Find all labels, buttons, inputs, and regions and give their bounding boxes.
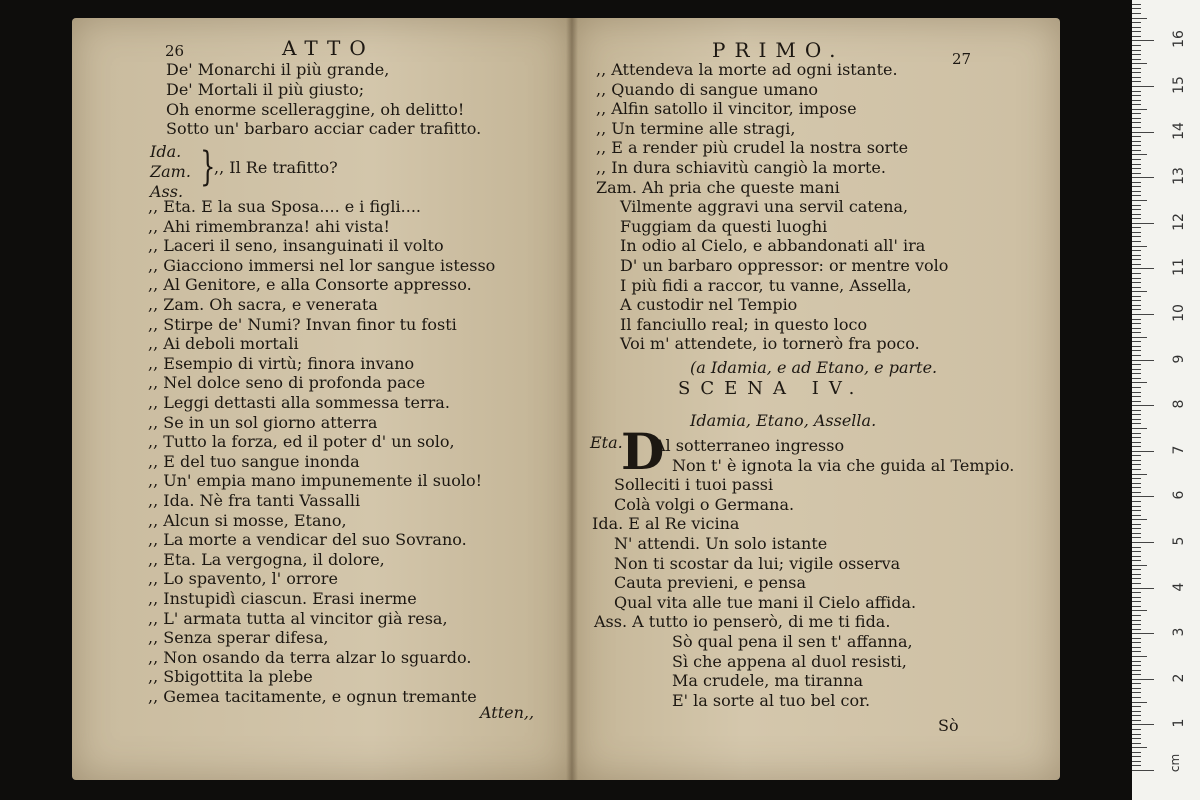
ruler-tick <box>1132 560 1141 561</box>
ruler-tick <box>1132 574 1141 575</box>
text-line: ,, Non osando da terra alzar lo sguardo. <box>148 647 472 667</box>
ruler-label: 13 <box>1171 167 1187 186</box>
text-line: Zam. Ah pria che queste mani <box>596 177 840 197</box>
ruler-tick <box>1132 446 1141 447</box>
ruler-label: 4 <box>1171 582 1187 592</box>
ruler-tick <box>1132 68 1141 69</box>
ruler-tick <box>1132 54 1141 55</box>
ruler-tick <box>1132 638 1141 639</box>
text-line: ,, Attendeva la morte ad ogni istante. <box>596 60 898 79</box>
text-line: N' attendi. Un solo istante <box>614 534 828 553</box>
ruler-tick <box>1132 752 1141 753</box>
ruler-tick <box>1132 136 1141 137</box>
ruler-tick <box>1132 72 1141 73</box>
ruler-tick <box>1132 633 1154 634</box>
text-line: ,, Eta. La vergogna, il dolore, <box>148 549 385 569</box>
ruler-tick <box>1132 483 1141 484</box>
ruler-tick <box>1132 501 1141 502</box>
ruler-tick <box>1132 154 1147 155</box>
ruler-tick <box>1132 291 1147 292</box>
text-line: Sò qual pena il sen t' affanna, <box>672 632 913 651</box>
ruler-tick <box>1132 328 1141 329</box>
ruler-tick <box>1132 496 1154 497</box>
ruler-tick <box>1132 355 1141 356</box>
text-line: Sì che appena al duol resisti, <box>672 651 907 671</box>
ruler-tick <box>1132 27 1141 28</box>
text-line: Fuggiam da questi luoghi <box>620 216 828 236</box>
ruler-tick <box>1132 615 1141 616</box>
brace-glyph: } <box>200 144 216 190</box>
ruler-tick <box>1132 469 1141 470</box>
ruler-tick <box>1132 734 1141 735</box>
right-page-header: PRIMO. <box>712 38 845 62</box>
text-line: ,, Alfin satollo il vincitor, impose <box>596 99 857 119</box>
text-line: ,, Tutto la forza, ed il poter d' un solo, <box>148 432 455 452</box>
text-line: Il fanciullo real; in questo loco <box>620 314 868 334</box>
text-line: ,, E a render più crudel la nostra sorte <box>596 138 909 158</box>
ruler-tick <box>1132 305 1141 306</box>
text-line: ,, Ida. Nè fra tanti Vassalli <box>148 491 361 510</box>
ruler-tick <box>1132 747 1147 748</box>
ruler-tick <box>1132 396 1141 397</box>
ruler-label: 3 <box>1171 627 1187 637</box>
ruler-tick <box>1132 209 1141 210</box>
text-line: D' un barbaro oppressor: or mentre volo <box>620 256 949 275</box>
text-line: De' Monarchi il più grande, <box>166 60 390 79</box>
ruler-tick <box>1132 369 1141 370</box>
ruler-tick <box>1132 278 1141 279</box>
book-gutter <box>566 18 578 780</box>
text-line: E' la sorte al tuo bel cor. <box>672 690 871 710</box>
text-line: ,, Sbigottita la plebe <box>148 667 313 687</box>
ruler-tick <box>1132 720 1141 721</box>
ruler-tick <box>1132 282 1141 283</box>
ruler-tick <box>1132 711 1141 712</box>
scene-title: SCENA IV. <box>678 378 865 399</box>
ruler-tick <box>1132 679 1154 680</box>
ruler-tick <box>1132 519 1147 520</box>
text-line: Ass. A tutto io penserò, di me ti fida. <box>594 612 891 632</box>
ruler-tick <box>1132 428 1147 429</box>
ruler-tick <box>1132 606 1141 607</box>
text-line: ,, In dura schiavitù cangiò la morte. <box>596 158 886 177</box>
ruler-tick <box>1132 765 1141 766</box>
ruler-tick <box>1132 332 1141 333</box>
ruler-tick <box>1132 205 1141 206</box>
ruler-tick <box>1132 364 1141 365</box>
ruler-tick <box>1132 186 1141 187</box>
right-page-number: 27 <box>952 50 972 68</box>
ruler-tick <box>1132 214 1141 215</box>
speaker-label: Zam. <box>150 162 191 181</box>
ruler-tick <box>1132 4 1141 5</box>
text-line: ,, E del tuo sangue inonda <box>148 451 360 471</box>
ruler-tick <box>1132 300 1141 301</box>
text-line: Cauta previeni, e pensa <box>614 573 807 593</box>
ruler-tick <box>1132 624 1141 625</box>
ruler-tick <box>1132 18 1147 19</box>
ruler-tick <box>1132 738 1141 739</box>
ruler-tick <box>1132 661 1141 662</box>
ruler-tick <box>1132 22 1141 23</box>
text-line: ,, L' armata tutta al vincitor già resa, <box>148 608 448 628</box>
ruler-tick <box>1132 150 1141 151</box>
ruler-tick <box>1132 565 1147 566</box>
ruler-tick <box>1132 81 1141 82</box>
text-line: ,, Esempio di virtù; finora invano <box>148 353 415 373</box>
ruler-unit: cm <box>1168 753 1183 773</box>
ruler-tick <box>1132 373 1141 374</box>
text-line: ,, Se in un sol giorno atterra <box>148 412 378 432</box>
text-line: Ma crudele, ma tiranna <box>672 671 864 691</box>
drop-capital: D <box>621 422 665 481</box>
text-line: ,, La morte a vendicar del suo Sovrano. <box>148 530 467 550</box>
ruler-tick <box>1132 382 1147 383</box>
ruler-tick <box>1132 104 1141 105</box>
ruler-tick <box>1132 578 1141 579</box>
ruler-tick <box>1132 492 1141 493</box>
ruler-tick <box>1132 159 1141 160</box>
ruler-tick <box>1132 556 1141 557</box>
ruler-tick <box>1132 474 1147 475</box>
ruler-tick <box>1132 478 1141 479</box>
ruler-tick <box>1132 715 1141 716</box>
ruler-tick <box>1132 729 1141 730</box>
ruler-label: 14 <box>1171 121 1187 140</box>
ruler-label: 2 <box>1171 673 1187 683</box>
ruler-tick <box>1132 464 1141 465</box>
text-line: In odio al Cielo, e abbandonati all' ira <box>620 236 926 256</box>
ruler-tick <box>1132 670 1141 671</box>
ruler-tick <box>1132 95 1141 96</box>
text-line: ,, Senza sperar difesa, <box>148 628 329 648</box>
ruler-tick <box>1132 173 1141 174</box>
ruler-tick <box>1132 314 1154 315</box>
ruler-tick <box>1132 437 1141 438</box>
ruler-tick <box>1132 601 1141 602</box>
ruler-tick <box>1132 296 1141 297</box>
ruler-tick <box>1132 592 1141 593</box>
speaker-label: Ass. <box>150 182 184 201</box>
ruler-tick <box>1132 337 1147 338</box>
ruler-tick <box>1132 36 1141 37</box>
ruler-tick <box>1132 378 1141 379</box>
ruler-tick <box>1132 620 1141 621</box>
ruler-tick <box>1132 743 1141 744</box>
ruler-tick <box>1132 319 1141 320</box>
ruler-tick <box>1132 629 1141 630</box>
ruler-tick <box>1132 50 1141 51</box>
ruler-label: 15 <box>1171 76 1187 94</box>
ruler-tick <box>1132 533 1141 534</box>
ruler-tick <box>1132 423 1141 424</box>
ruler-tick <box>1132 419 1141 420</box>
ruler-tick <box>1132 770 1154 771</box>
text-line: I più fidi a raccor, tu vanne, Assella, <box>620 275 912 295</box>
ruler-tick <box>1132 692 1141 693</box>
text-line: ,, Quando di sangue umano <box>596 79 819 99</box>
text-line: ,, Ai deboli mortali <box>148 334 299 354</box>
ruler-tick <box>1132 515 1141 516</box>
ruler-tick <box>1132 392 1141 393</box>
text-line: ,, Il Re trafitto? <box>214 158 338 177</box>
ruler-tick <box>1132 350 1141 351</box>
text-line: ,, Zam. Oh sacra, e venerata <box>148 295 378 314</box>
left-page-header: ATTO <box>282 36 375 60</box>
ruler-tick <box>1132 724 1154 725</box>
ruler-tick <box>1132 597 1141 598</box>
text-line: ,, Instupidì ciascun. Erasi inerme <box>148 589 417 608</box>
ruler-tick <box>1132 346 1141 347</box>
text-line: ,, Leggi dettasti alla sommessa terra. <box>148 393 450 412</box>
ruler-tick <box>1132 756 1141 757</box>
ruler-tick <box>1132 542 1154 543</box>
ruler-tick <box>1132 218 1141 219</box>
ruler-tick <box>1132 588 1154 589</box>
ruler-tick <box>1132 273 1141 274</box>
ruler-tick <box>1132 63 1147 64</box>
ruler-tick <box>1132 100 1141 101</box>
speaker-label: Ida. <box>150 142 182 161</box>
ruler-tick <box>1132 706 1141 707</box>
text-line: Vilmente aggravi una servil catena, <box>620 197 909 217</box>
ruler-tick <box>1132 410 1141 411</box>
ruler-label: 11 <box>1171 258 1187 277</box>
ruler-tick <box>1132 232 1141 233</box>
ruler-tick <box>1132 387 1141 388</box>
ruler-tick <box>1132 59 1141 60</box>
catchword: Atten,, <box>480 703 535 722</box>
ruler-tick <box>1132 145 1141 146</box>
text-line: ,, Giacciono immersi nel lor sangue istesso <box>148 255 496 275</box>
text-line: Qual vita alle tue mani il Cielo affida. <box>614 592 917 612</box>
ruler-tick <box>1132 200 1147 201</box>
ruler-tick <box>1132 341 1141 342</box>
ruler-tick <box>1132 259 1141 260</box>
ruler-tick <box>1132 227 1141 228</box>
stage-direction: (a Idamia, e ad Etano, e parte. <box>690 358 938 377</box>
ruler-tick <box>1132 195 1141 196</box>
ruler-tick <box>1132 40 1154 41</box>
ruler-tick <box>1132 510 1141 511</box>
ruler-label: 6 <box>1171 490 1187 500</box>
ruler-tick <box>1132 127 1141 128</box>
text-line: A custodir nel Tempio <box>620 295 798 315</box>
ruler-tick <box>1132 487 1141 488</box>
ruler-tick <box>1132 86 1154 87</box>
ruler-label: 10 <box>1171 304 1187 322</box>
ruler-label: 5 <box>1171 536 1187 546</box>
ruler-tick <box>1132 642 1141 643</box>
ruler-tick <box>1132 31 1141 32</box>
text-line: Ida. E al Re vicina <box>592 514 740 534</box>
ruler-tick <box>1132 651 1141 652</box>
ruler-tick <box>1132 401 1141 402</box>
ruler-tick <box>1132 665 1141 666</box>
ruler-tick <box>1132 236 1141 237</box>
ruler-tick <box>1132 191 1141 192</box>
ruler-tick <box>1132 610 1147 611</box>
ruler-tick <box>1132 451 1154 452</box>
ruler-label: 7 <box>1171 445 1187 455</box>
ruler-tick <box>1132 264 1141 265</box>
text-line: ,, Eta. E la sua Sposa.... e i figli.... <box>148 197 421 216</box>
text-line: ,, Laceri il seno, insanguinati il volto <box>148 236 444 256</box>
ruler-tick <box>1132 360 1154 361</box>
ruler-tick <box>1132 414 1141 415</box>
ruler-tick <box>1132 674 1141 675</box>
text-line: De' Mortali il più giusto; <box>166 80 365 99</box>
measurement-ruler <box>1132 0 1200 800</box>
text-line: Solleciti i tuoi passi <box>614 475 774 495</box>
ruler-tick <box>1132 268 1154 269</box>
ruler-tick <box>1132 697 1141 698</box>
ruler-tick <box>1132 182 1141 183</box>
ruler-label: 12 <box>1171 212 1187 231</box>
ruler-label: 16 <box>1171 30 1187 49</box>
text-line: Non ti scostar da lui; vigile osserva <box>614 553 901 573</box>
ruler-tick <box>1132 45 1141 46</box>
text-line: ,, Un termine alle stragi, <box>596 118 796 138</box>
ruler-tick <box>1132 569 1141 570</box>
ruler-tick <box>1132 460 1141 461</box>
ruler-tick <box>1132 118 1141 119</box>
text-line: ,, Un' empia mano impunemente il suolo! <box>148 471 483 491</box>
ruler-tick <box>1132 132 1154 133</box>
ruler-tick <box>1132 309 1141 310</box>
ruler-tick <box>1132 761 1141 762</box>
catchword: Sò <box>938 716 959 735</box>
left-page-number: 26 <box>165 42 185 60</box>
ruler-tick <box>1132 433 1141 434</box>
ruler-tick <box>1132 109 1147 110</box>
ruler-tick <box>1132 547 1141 548</box>
ruler-tick <box>1132 77 1141 78</box>
ruler-tick <box>1132 405 1154 406</box>
text-line: ,, Ahi rimembranza! ahi vista! <box>148 216 390 236</box>
text-line: ,, Alcun si mosse, Etano, <box>148 510 347 530</box>
ruler-tick <box>1132 91 1141 92</box>
ruler-tick <box>1132 177 1154 178</box>
ruler-tick <box>1132 250 1141 251</box>
ruler-tick <box>1132 241 1141 242</box>
ruler-tick <box>1132 246 1147 247</box>
ruler-tick <box>1132 656 1147 657</box>
ruler-tick <box>1132 455 1141 456</box>
text-line: ,, Stirpe de' Numi? Invan finor tu fosti <box>148 314 457 334</box>
ruler-tick <box>1132 524 1141 525</box>
ruler-tick <box>1132 255 1141 256</box>
ruler-tick <box>1132 683 1141 684</box>
text-line: Non t' è ignota la via che guida al Tempio. <box>672 455 1015 475</box>
ruler-label: 8 <box>1171 399 1187 409</box>
ruler-tick <box>1132 528 1141 529</box>
text-line: Colà volgi o Germana. <box>614 494 795 514</box>
speaker-label: Eta. <box>590 433 623 452</box>
ruler-tick <box>1132 702 1147 703</box>
text-line: ,, Lo spavento, l' orrore <box>148 569 338 589</box>
ruler-tick <box>1132 537 1141 538</box>
ruler-tick <box>1132 551 1141 552</box>
text-line: ,, Al Genitore, e alla Consorte appresso. <box>148 275 472 295</box>
text-line: Sotto un' barbaro acciar cader trafitto. <box>166 119 482 138</box>
ruler-label: 1 <box>1171 718 1187 728</box>
text-line: Al sotterraneo ingresso <box>654 436 845 455</box>
text-line: Oh enorme scelleraggine, oh delitto! <box>166 100 465 119</box>
ruler-tick <box>1132 122 1141 123</box>
ruler-tick <box>1132 442 1141 443</box>
ruler-tick <box>1132 113 1141 114</box>
ruler-tick <box>1132 688 1141 689</box>
scene-characters: Idamia, Etano, Assella. <box>690 411 877 430</box>
ruler-tick <box>1132 168 1141 169</box>
ruler-tick <box>1132 323 1141 324</box>
ruler-tick <box>1132 141 1141 142</box>
ruler-tick <box>1132 287 1141 288</box>
ruler-tick <box>1132 506 1141 507</box>
ruler-tick <box>1132 164 1141 165</box>
ruler-tick <box>1132 647 1141 648</box>
text-line: ,, Nel dolce seno di profonda pace <box>148 373 426 393</box>
text-line: ,, Gemea tacitamente, e ognun tremante <box>148 687 477 706</box>
ruler-tick <box>1132 223 1154 224</box>
ruler-label: 9 <box>1171 354 1187 364</box>
text-line: Voi m' attendete, io tornerò fra poco. <box>620 334 920 354</box>
ruler-tick <box>1132 583 1141 584</box>
ruler-tick <box>1132 8 1141 9</box>
ruler-tick <box>1132 13 1141 14</box>
